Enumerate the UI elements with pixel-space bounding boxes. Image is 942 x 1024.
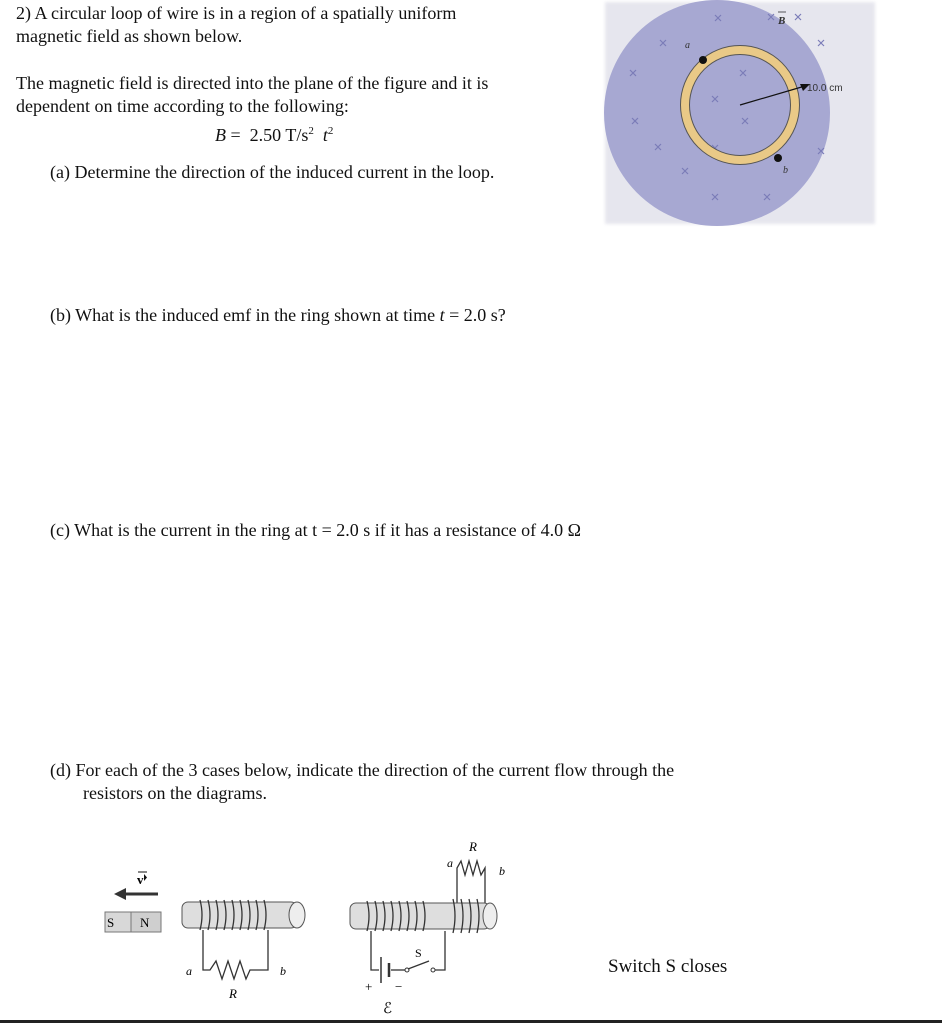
part-b-suffix: = 2.0 s? <box>444 305 506 325</box>
field-equation <box>215 124 333 146</box>
part-d-question-line2: resistors on the diagrams. <box>83 783 267 803</box>
label-a: a <box>685 40 690 51</box>
coil-core-end <box>289 902 305 928</box>
label-field-b: B <box>778 15 786 27</box>
part-c-question: (c) What is the current in the ring at t = 2.0 s if it has a resistance of 4.0 Ω <box>50 520 582 540</box>
pole-s-label: S <box>107 915 115 930</box>
switch-contact <box>431 968 435 972</box>
switch-blade <box>408 961 429 969</box>
velocity-vector-head <box>144 874 147 881</box>
switch-label-r: R <box>469 839 477 854</box>
point-a-marker <box>699 56 707 64</box>
magnet-label-r: R <box>229 986 237 1001</box>
field-description-line1: The magnetic field is directed into the plane of the figure and it is <box>16 73 489 93</box>
problem-intro-line1: 2) A circular loop of wire is in a region of a spatially uniform <box>16 3 457 23</box>
switch-label-s: S <box>415 946 422 960</box>
coil-core <box>350 903 490 929</box>
magnet-label-a: a <box>186 964 192 978</box>
part-b-prefix: (b) What is the induced emf in the ring shown at time <box>50 305 440 325</box>
point-b-marker <box>774 154 782 162</box>
magnet-coil-figure <box>100 860 315 1010</box>
problem-intro-line2: magnetic field as shown below. <box>16 26 243 46</box>
battery-plus: + <box>365 979 373 994</box>
magnetic-field-figure <box>600 0 880 230</box>
switch-lead <box>435 931 445 970</box>
velocity-arrowhead <box>114 888 126 900</box>
part-d-question-line1: (d) For each of the 3 cases below, indicate the direction of the current flow through the <box>50 760 675 780</box>
switch-label-b: b <box>499 864 505 878</box>
resistor-circuit <box>203 930 268 979</box>
part-b-question <box>50 304 506 326</box>
radius-label: 10.0 cm <box>807 83 843 94</box>
magnet-label-b: b <box>280 964 286 978</box>
field-description-line2: dependent on time according to the following: <box>16 96 349 116</box>
label-b: b <box>783 165 788 176</box>
equation-lhs: B <box>215 125 226 145</box>
coil-core <box>182 902 297 928</box>
switch-circuit-figure <box>345 835 510 1020</box>
part-a-question: (a) Determine the direction of the induced current in the loop. <box>50 162 495 182</box>
equation-coefficient-exp: 2 <box>308 125 314 137</box>
switch-caption: Switch S closes <box>608 956 728 977</box>
battery-minus: − <box>395 979 403 994</box>
part-b-var: t <box>439 305 445 325</box>
equation-equals: = <box>230 125 241 145</box>
page-bottom-rule <box>0 1020 942 1023</box>
equation-var: t <box>322 125 328 145</box>
emf-label: ℰ <box>383 999 393 1017</box>
equation-coefficient: 2.50 T/s <box>249 125 309 145</box>
velocity-label: v <box>137 872 144 887</box>
pole-n-label: N <box>140 915 150 930</box>
battery-lead-left <box>371 931 379 970</box>
coil-core-end <box>483 903 497 929</box>
switch-label-a: a <box>447 856 453 870</box>
equation-var-exp: 2 <box>327 125 334 137</box>
